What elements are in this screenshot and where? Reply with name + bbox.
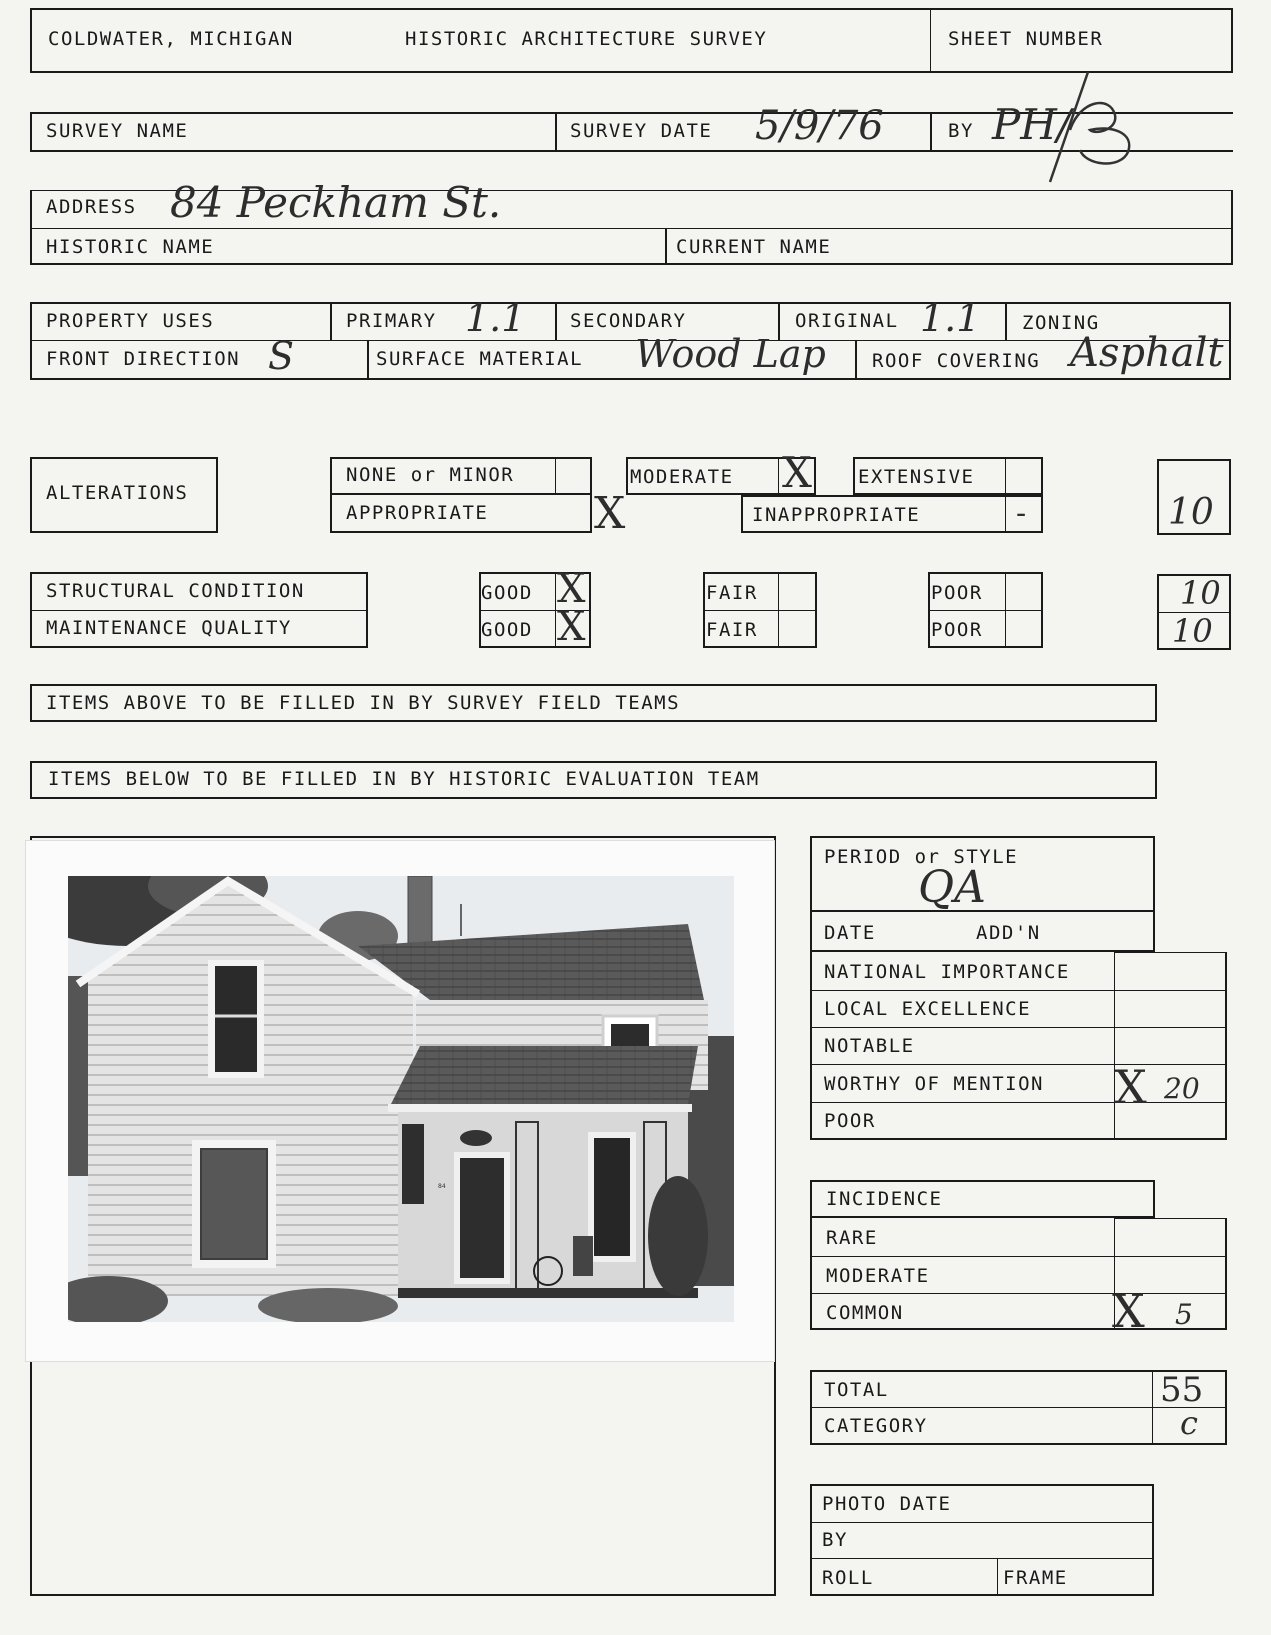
worthy-mark: X <box>1114 1060 1147 1114</box>
importance-top-line <box>1114 952 1227 954</box>
city-label: COLDWATER, MICHIGAN <box>48 28 294 50</box>
alterations-score: 10 <box>1168 492 1214 533</box>
incidence-line-1 <box>810 1256 1227 1258</box>
field-team-note: ITEMS ABOVE TO BE FILLED IN BY SURVEY FIELD TEAMS <box>46 692 681 714</box>
extensive-label: EXTENSIVE <box>858 466 975 488</box>
incidence-line-2 <box>810 1293 1227 1295</box>
by-label: BY <box>948 120 974 142</box>
frame-divider <box>997 1558 999 1596</box>
zoning-divider <box>1005 302 1007 340</box>
local-excellence-label: LOCAL EXCELLENCE <box>824 998 1032 1020</box>
moderate-incidence-label: MODERATE <box>826 1265 930 1287</box>
incidence-top-line <box>1114 1218 1227 1220</box>
alterations-label: ALTERATIONS <box>46 482 189 504</box>
inappropriate-mark: - <box>1016 496 1027 531</box>
fair-checkbox-col <box>778 572 780 648</box>
address-value: 84 Peckham St. <box>170 178 502 227</box>
maintenance-good-mark: X <box>557 604 586 650</box>
inappropriate-label: INAPPROPRIATE <box>752 504 921 526</box>
evaluation-team-note: ITEMS BELOW TO BE FILLED IN BY HISTORIC EVALUATION TEAM <box>48 768 760 790</box>
good-label-structural: GOOD <box>481 582 533 604</box>
house-photo-image <box>68 876 734 1322</box>
current-name-label: CURRENT NAME <box>676 236 832 258</box>
fair-label-maintenance: FAIR <box>706 619 758 641</box>
survey-date-label: SURVEY DATE <box>570 120 713 142</box>
house-number: 84 <box>438 1183 446 1190</box>
secondary-label: SECONDARY <box>570 310 687 332</box>
fair-mid-line <box>703 610 817 612</box>
photo-info-line-1 <box>810 1522 1154 1524</box>
period-style-label: PERIOD or STYLE <box>824 846 1019 868</box>
common-score: 5 <box>1175 1298 1193 1331</box>
worthy-of-mention-label: WORTHY OF MENTION <box>824 1073 1044 1095</box>
survey-title: HISTORIC ARCHITECTURE SURVEY <box>405 28 768 50</box>
period-style-value: QA <box>918 862 986 913</box>
structural-good-mark: X <box>557 566 586 612</box>
front-direction-value: S <box>268 334 295 378</box>
rare-label: RARE <box>826 1227 878 1249</box>
appropriate-mark: X <box>594 488 626 539</box>
moderate-mark: X <box>782 448 812 497</box>
by-value: PH/ <box>992 100 1072 149</box>
surface-material-label: SURFACE MATERIAL <box>376 348 584 370</box>
photo-by-label: BY <box>822 1529 848 1551</box>
poor-label-maintenance: POOR <box>931 619 983 641</box>
property-mid-line <box>30 340 1231 342</box>
sheet-number-label: SHEET NUMBER <box>948 28 1104 50</box>
photo-date-label: PHOTO DATE <box>822 1493 952 1515</box>
primary-label: PRIMARY <box>346 310 437 332</box>
category-value: c <box>1180 1404 1198 1442</box>
photo-info-line-2 <box>810 1558 1154 1560</box>
historic-name-label: HISTORIC NAME <box>46 236 215 258</box>
common-mark: X <box>1112 1284 1145 1338</box>
none-minor-checkbox <box>555 457 592 495</box>
maintenance-score: 10 <box>1172 612 1213 650</box>
poor-label-structural: POOR <box>931 582 983 604</box>
roof-covering-value: Asphalt <box>1070 330 1224 376</box>
national-importance-label: NATIONAL IMPORTANCE <box>824 961 1070 983</box>
names-divider <box>30 228 1233 230</box>
secondary-divider <box>555 302 557 340</box>
survey-date-value: 5/9/76 <box>755 103 884 149</box>
common-label: COMMON <box>826 1302 904 1324</box>
address-label: ADDRESS <box>46 196 137 218</box>
total-label: TOTAL <box>824 1379 889 1401</box>
primary-value: 1.1 <box>465 296 526 340</box>
extensive-checkbox <box>1005 457 1043 495</box>
surface-material-value: Wood Lap <box>635 332 826 376</box>
importance-line-1 <box>810 990 1227 992</box>
front-direction-label: FRONT DIRECTION <box>46 348 241 370</box>
maintenance-quality-label: MAINTENANCE QUALITY <box>46 617 292 639</box>
zoning-label: ZONING <box>1022 312 1100 334</box>
appropriate-label: APPROPRIATE <box>346 502 489 524</box>
roof-covering-label: ROOF COVERING <box>872 350 1041 372</box>
current-name-divider <box>665 228 667 265</box>
importance-line-2 <box>810 1027 1227 1029</box>
original-label: ORIGINAL <box>795 310 899 332</box>
poor-checkbox-col <box>1005 572 1007 648</box>
addn-label: ADD'N <box>976 922 1041 944</box>
by-divider <box>930 112 932 152</box>
frame-label: FRAME <box>1003 1567 1068 1589</box>
total-score-col <box>1152 1370 1154 1445</box>
moderate-label: MODERATE <box>630 466 734 488</box>
structural-condition-label: STRUCTURAL CONDITION <box>46 580 305 602</box>
property-uses-label: PROPERTY USES <box>46 310 215 332</box>
poor-importance-label: POOR <box>824 1110 876 1132</box>
roll-label: ROLL <box>822 1567 874 1589</box>
survey-name-label: SURVEY NAME <box>46 120 189 142</box>
surveyor-initials-signature <box>1040 70 1150 190</box>
surface-divider <box>367 340 369 380</box>
good-label-maintenance: GOOD <box>481 619 533 641</box>
structural-score: 10 <box>1180 574 1221 612</box>
category-label: CATEGORY <box>824 1415 928 1437</box>
total-value: 55 <box>1160 1370 1204 1410</box>
none-minor-label: NONE or MINOR <box>346 464 515 486</box>
notable-label: NOTABLE <box>824 1035 915 1057</box>
roof-divider <box>855 340 857 380</box>
house-photo <box>68 876 734 1322</box>
incidence-label: INCIDENCE <box>826 1188 943 1210</box>
primary-divider <box>330 302 332 340</box>
fair-label-structural: FAIR <box>706 582 758 604</box>
condition-mid-line <box>30 610 368 612</box>
poor-mid-line <box>928 610 1043 612</box>
importance-line-3 <box>810 1064 1227 1066</box>
original-value: 1.1 <box>920 296 981 340</box>
worthy-score: 20 <box>1164 1072 1200 1105</box>
survey-date-divider <box>555 112 557 152</box>
date-label: DATE <box>824 922 876 944</box>
